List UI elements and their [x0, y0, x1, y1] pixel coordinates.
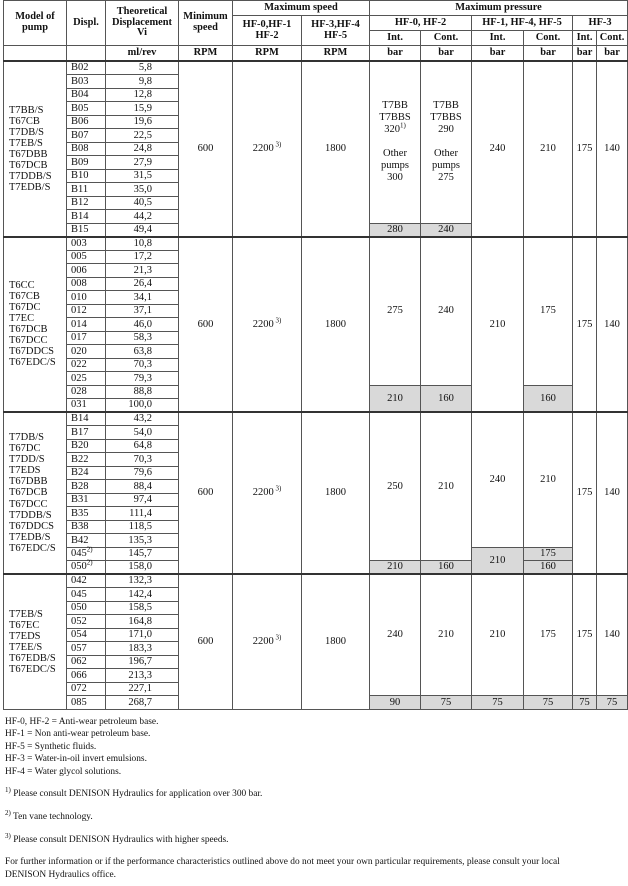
speed-value: 2200 [252, 487, 274, 499]
max-speed-1 [233, 237, 302, 413]
displacement-value: 27,9 [106, 156, 179, 170]
col-mp-g3: HF-3 [573, 16, 628, 31]
col-ms1: HF-0,HF-1 HF-2 [233, 16, 302, 46]
footnote-mark: 3) [273, 633, 282, 642]
model-name: T67EDC/S [9, 663, 56, 675]
col-model: Model of pump [4, 1, 67, 46]
displ-code: B03 [67, 75, 106, 89]
displ-code: B17 [67, 426, 106, 440]
displ-code: 020 [67, 345, 106, 359]
unit-bar: bar [472, 46, 524, 62]
displacement-value: 164,8 [106, 615, 179, 629]
hf3-int: 175 [573, 61, 597, 237]
model-name: T7EB/S [9, 137, 43, 149]
model-name: T7DD/S [9, 454, 45, 466]
displ-code: 072 [67, 682, 106, 696]
displacement-value: 34,1 [106, 291, 179, 305]
displ-code: B07 [67, 129, 106, 143]
pressure-line: 300 [387, 172, 403, 184]
model-name: T67DBB [9, 148, 48, 160]
displacement-value: 118,5 [106, 520, 179, 534]
col-cont: Cont. [524, 31, 573, 46]
displacement-value: 5,8 [106, 61, 179, 75]
speed-value: 2200 [252, 636, 274, 648]
table-row [4, 237, 628, 251]
displacement-value: 64,8 [106, 439, 179, 453]
displacement-value: 268,7 [106, 696, 179, 710]
displacement-value: 158,5 [106, 601, 179, 615]
model-name: T67DCB [9, 487, 48, 499]
col-int: Int. [370, 31, 421, 46]
displacement-value: 31,5 [106, 169, 179, 183]
col-displ: Displ. [67, 1, 106, 46]
max-speed-2: 1800 [302, 237, 370, 413]
footnote-2: $^{2)}$ Ten vane technology. [5, 808, 93, 823]
displ-code: B14 [67, 210, 106, 224]
model-name: T7DB/S [9, 126, 45, 138]
hf145-cont: 175 [524, 237, 573, 386]
unit-rpm: RPM [179, 46, 233, 62]
pump-spec-table [3, 0, 628, 710]
unit-bar: bar [597, 46, 628, 62]
pressure-line: 275 [438, 172, 454, 184]
displ-code: B38 [67, 520, 106, 534]
max-speed-2: 1800 [302, 412, 370, 574]
min-speed: 600 [179, 61, 233, 237]
col-ms2: HF-3,HF-4 HF-5 [302, 16, 370, 46]
spec-sheet [3, 0, 625, 881]
displacement-value: 54,0 [106, 426, 179, 440]
displacement-value: 24,8 [106, 142, 179, 156]
displ-code: B04 [67, 88, 106, 102]
hf145-int: 240 [472, 412, 524, 547]
speed-value: 2200 [252, 318, 274, 330]
footnote-mark: 2) [86, 558, 93, 567]
model-name: T67DDCS [9, 346, 54, 358]
table-row [4, 412, 628, 426]
hf3-cont: 140 [597, 61, 628, 237]
displacement-value: 111,4 [106, 507, 179, 521]
fluid-note: HF-5 = Synthetic fluids. [5, 741, 97, 752]
displacement-value: 17,2 [106, 250, 179, 264]
hf02-cont: 240 [421, 237, 472, 386]
table-header [4, 1, 628, 62]
hf3-int: 175 [573, 237, 597, 413]
model-name: T7DB/S [9, 432, 45, 444]
displacement-value: 213,3 [106, 669, 179, 683]
displ-code: 008 [67, 277, 106, 291]
hf145-int: 210 [472, 547, 524, 574]
hf3-cont: 140 [597, 237, 628, 413]
hf145-int: 210 [472, 574, 524, 696]
fluid-note: HF-1 = Non anti-wear petroleum base. [5, 729, 151, 740]
model-name: T67DC [9, 302, 41, 314]
displ-code: B35 [67, 507, 106, 521]
hf145-cont: 175 [524, 547, 573, 561]
hf02-int: 250 [370, 412, 421, 561]
displ-code: B20 [67, 439, 106, 453]
pressure-value: 90 [370, 696, 421, 710]
displ-code: B28 [67, 480, 106, 494]
col-cont: Cont. [421, 31, 472, 46]
unit-blank [67, 46, 106, 62]
col-min-speed: Minimum speed [179, 1, 233, 46]
model-name: T7EDS [9, 630, 41, 642]
displ-code: 012 [67, 304, 106, 318]
hf145-cont: 160 [524, 561, 573, 575]
footer-text: For further information or if the performance characteristics outlined above do not meet your own particular requirements, please consult your local DENISON Hydraulics office. [5, 857, 560, 880]
hf3-int: 175 [573, 412, 597, 574]
displacement-value: 58,3 [106, 331, 179, 345]
displacement-value: 19,6 [106, 115, 179, 129]
model-name: T67EDC/S [9, 542, 56, 554]
hf02-int: 210 [370, 385, 421, 412]
displacement-value: 135,3 [106, 534, 179, 548]
displ-code: 085 [67, 696, 106, 710]
footnote-mark: 1) [399, 121, 406, 130]
max-speed-1 [233, 412, 302, 574]
pressure-value: 75 [597, 696, 628, 710]
fluid-legend [5, 716, 603, 779]
displacement-value: 158,0 [106, 561, 179, 575]
notes [3, 716, 603, 882]
displacement-value: 40,5 [106, 196, 179, 210]
unit-bar: bar [524, 46, 573, 62]
model-name: T67EC [9, 619, 40, 631]
displ-code: 066 [67, 669, 106, 683]
displ-code: B42 [67, 534, 106, 548]
displ-code: B12 [67, 196, 106, 210]
displacement-value: 37,1 [106, 304, 179, 318]
model-name: T67DCB [9, 324, 48, 336]
displ-code: 028 [67, 385, 106, 399]
hf145-cont: 210 [524, 61, 573, 237]
displacement-value: 43,2 [106, 412, 179, 426]
displacement-value: 142,4 [106, 588, 179, 602]
pressure-line: T7BB [433, 100, 459, 112]
pressure-line: pumps [381, 160, 410, 172]
col-max-pressure: Maximum pressure [370, 1, 628, 16]
pressure-line: Other [434, 148, 458, 160]
displ-code: 042 [67, 574, 106, 588]
table-body [4, 61, 628, 709]
displ-code: B22 [67, 453, 106, 467]
displacement-value: 196,7 [106, 655, 179, 669]
model-name: T67EDC/S [9, 357, 56, 369]
displacement-value: 44,2 [106, 210, 179, 224]
hf02-cont: 160 [421, 385, 472, 412]
model-name: T6CC [9, 280, 35, 292]
displacement-value: 100,0 [106, 399, 179, 413]
pressure-line: 320$^{1)}$ [384, 121, 406, 136]
model-name: T7EE/S [9, 641, 43, 653]
displ-code: 050$^{2)}$ [67, 561, 106, 575]
hf02-cont [421, 61, 472, 223]
unit-vi: ml/rev [106, 46, 179, 62]
col-max-speed: Maximum speed [233, 1, 370, 16]
model-name: T7DDB/S [9, 509, 52, 521]
hf02-int: 210 [370, 561, 421, 575]
unit-bar: bar [573, 46, 597, 62]
footnote-mark: 3) [273, 316, 282, 325]
model-name: T67CB [9, 115, 40, 127]
footnote-mark: 3) [273, 140, 282, 149]
model-name: T67CB [9, 291, 40, 303]
col-mp-g2: HF-1, HF-4, HF-5 [472, 16, 573, 31]
displacement-value: 22,5 [106, 129, 179, 143]
displ-code: 054 [67, 628, 106, 642]
model-name: T7EDB/S [9, 181, 51, 193]
footnote-1: $^{1)}$ Please consult DENISON Hydraulics for application over 300 bar. [5, 786, 263, 800]
model-name: T7EDS [9, 465, 41, 477]
model-name: T67DC [9, 443, 41, 455]
hf145-int: 240 [472, 61, 524, 237]
col-cont: Cont. [597, 31, 628, 46]
displacement-value: 227,1 [106, 682, 179, 696]
displacement-value: 10,8 [106, 237, 179, 251]
unit-rpm: RPM [302, 46, 370, 62]
displ-code: B05 [67, 102, 106, 116]
model-list [4, 237, 67, 413]
hf02-cont: 210 [421, 574, 472, 696]
footnote-mark: 3) [273, 484, 282, 493]
hf3-int: 175 [573, 574, 597, 696]
displ-code: B06 [67, 115, 106, 129]
hf145-int: 210 [472, 237, 524, 413]
table-row [4, 574, 628, 588]
displacement-value: 97,4 [106, 493, 179, 507]
pressure-line: T7BBS [430, 112, 462, 124]
displ-code: 005 [67, 250, 106, 264]
displacement-value: 12,8 [106, 88, 179, 102]
displacement-value: 183,3 [106, 642, 179, 656]
unit-bar: bar [370, 46, 421, 62]
displ-code: 052 [67, 615, 106, 629]
displ-code: 022 [67, 358, 106, 372]
displ-code: 057 [67, 642, 106, 656]
speed-value: 2200 [252, 143, 274, 155]
pressure-line [370, 136, 420, 148]
hf02-cont: 210 [421, 412, 472, 561]
model-name: T67DCC [9, 498, 48, 510]
displacement-value: 49,4 [106, 223, 179, 237]
unit-rpm: RPM [233, 46, 302, 62]
pressure-value: 75 [472, 696, 524, 710]
hf145-cont: 210 [524, 412, 573, 547]
pressure-line: T7BBS [379, 112, 411, 124]
displacement-value: 79,3 [106, 372, 179, 386]
model-name: T7BB/S [9, 104, 44, 116]
displacement-value: 70,3 [106, 358, 179, 372]
model-name: T7DDB/S [9, 170, 52, 182]
hf02-cont: 240 [421, 223, 472, 237]
displacement-value: 132,3 [106, 574, 179, 588]
hf3-cont: 140 [597, 412, 628, 574]
displ-code: 006 [67, 264, 106, 278]
min-speed: 600 [179, 237, 233, 413]
max-speed-2: 1800 [302, 61, 370, 237]
pressure-value: 75 [421, 696, 472, 710]
displacement-value: 88,4 [106, 480, 179, 494]
unit-bar: bar [421, 46, 472, 62]
pressure-value: 75 [524, 696, 573, 710]
footnote-mark: 2) [86, 545, 93, 554]
displ-code: B09 [67, 156, 106, 170]
pressure-value: 75 [573, 696, 597, 710]
model-name: T67DCC [9, 335, 48, 347]
max-speed-2: 1800 [302, 574, 370, 709]
displ-code: 010 [67, 291, 106, 305]
hf02-int: 280 [370, 223, 421, 237]
max-speed-1 [233, 574, 302, 709]
col-int: Int. [472, 31, 524, 46]
hf02-cont: 160 [421, 561, 472, 575]
displ-code: 003 [67, 237, 106, 251]
model-list [4, 412, 67, 574]
displ-code: B02 [67, 61, 106, 75]
displ-code: B11 [67, 183, 106, 197]
displ-code: 014 [67, 318, 106, 332]
displ-code: B10 [67, 169, 106, 183]
col-mp-g1: HF-0, HF-2 [370, 16, 472, 31]
hf145-cont: 175 [524, 574, 573, 696]
fluid-note: HF-3 = Water-in-oil invert emulsions. [5, 754, 147, 765]
displ-code: 045$^{2)}$ [67, 547, 106, 561]
fluid-note: HF-4 = Water glycol solutions. [5, 766, 122, 777]
model-list [4, 61, 67, 237]
displacement-value: 79,6 [106, 466, 179, 480]
fluid-note: HF-0, HF-2 = Anti-wear petroleum base. [5, 716, 159, 727]
model-name: T67DCB [9, 159, 48, 171]
hf3-cont: 140 [597, 574, 628, 696]
displ-code: 025 [67, 372, 106, 386]
displacement-value: 35,0 [106, 183, 179, 197]
displ-code: B31 [67, 493, 106, 507]
pressure-line: pumps [432, 160, 461, 172]
table-row [4, 61, 628, 75]
displ-code: 017 [67, 331, 106, 345]
displacement-value: 21,3 [106, 264, 179, 278]
pressure-line: T7BB [382, 100, 408, 112]
displacement-value: 145,7 [106, 547, 179, 561]
model-name: T67DBB [9, 476, 48, 488]
displ-code: B08 [67, 142, 106, 156]
pressure-line: 290 [438, 124, 454, 136]
displ-code: 031 [67, 399, 106, 413]
pressure-line [421, 136, 471, 148]
displacement-value: 70,3 [106, 453, 179, 467]
displacement-value: 26,4 [106, 277, 179, 291]
col-theoretical: Theoretical Displacement Vi [106, 1, 179, 46]
unit-blank [4, 46, 67, 62]
min-speed: 600 [179, 574, 233, 709]
footnote-3: $^{3)}$ Please consult DENISON Hydraulics with higher speeds. [5, 831, 229, 845]
displacement-value: 171,0 [106, 628, 179, 642]
displ-code: 045 [67, 588, 106, 602]
min-speed: 600 [179, 412, 233, 574]
displacement-value: 46,0 [106, 318, 179, 332]
displ-code: B24 [67, 466, 106, 480]
displ-code: 062 [67, 655, 106, 669]
max-speed-1 [233, 61, 302, 237]
displ-code: B15 [67, 223, 106, 237]
model-name: T7EDB/S [9, 531, 51, 543]
model-name: T67DDCS [9, 520, 54, 532]
hf145-cont: 160 [524, 385, 573, 412]
model-name: T7EB/S [9, 608, 43, 620]
hf02-int: 240 [370, 574, 421, 696]
model-name: T67EDB/S [9, 652, 56, 664]
hf02-int: 275 [370, 237, 421, 386]
displacement-value: 63,8 [106, 345, 179, 359]
model-name: T7EC [9, 313, 35, 325]
displacement-value: 88,8 [106, 385, 179, 399]
displ-code: B14 [67, 412, 106, 426]
displacement-value: 9,8 [106, 75, 179, 89]
hf02-int [370, 61, 421, 223]
model-list [4, 574, 67, 709]
displ-code: 050 [67, 601, 106, 615]
displacement-value: 15,9 [106, 102, 179, 116]
col-int: Int. [573, 31, 597, 46]
pressure-line: Other [383, 148, 407, 160]
